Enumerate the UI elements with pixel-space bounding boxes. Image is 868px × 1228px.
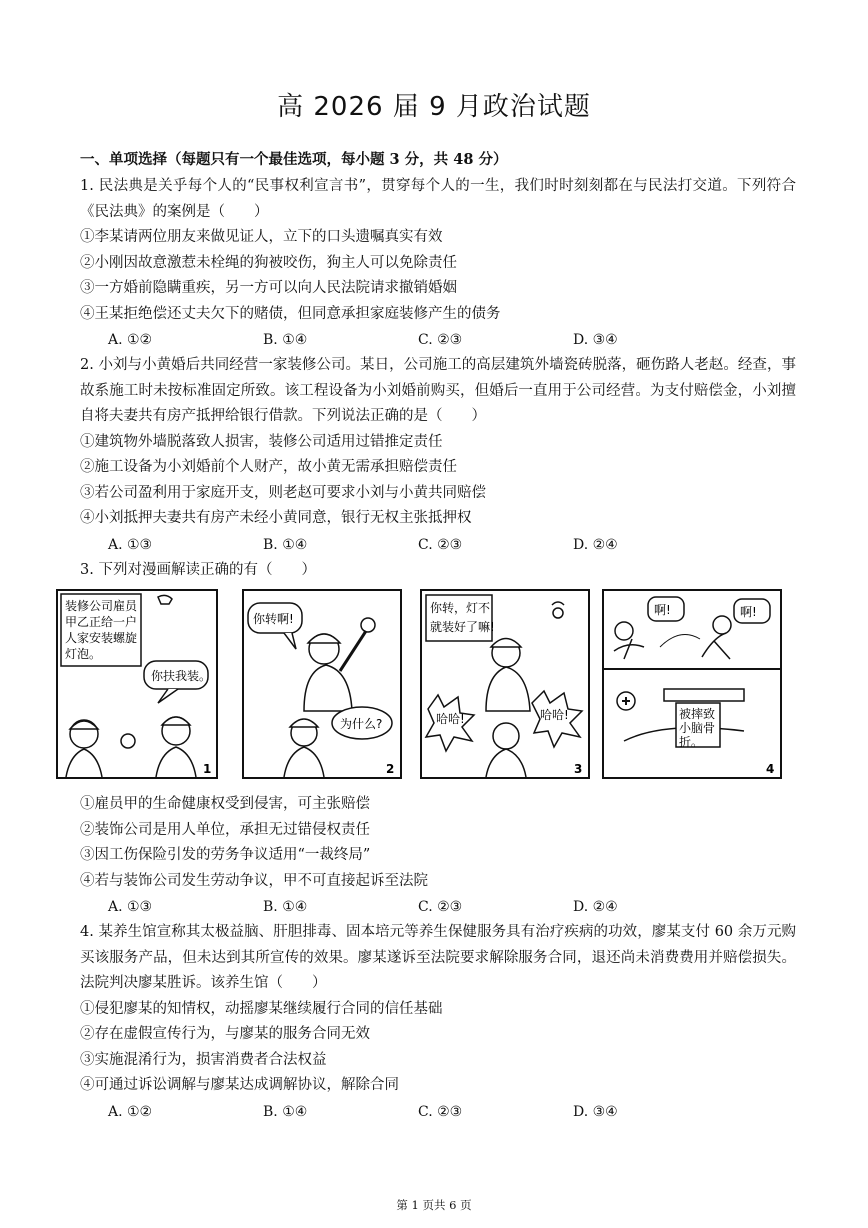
- p3-bubble1-line: 就装好了嘛!: [430, 620, 495, 634]
- hardhat-icon: [308, 634, 340, 643]
- statement-option: ③实施混淆行为，损害消费者合法权益: [80, 1051, 327, 1068]
- p3-ha1-text: 哈哈!: [436, 712, 465, 726]
- answer-choices: [80, 327, 796, 353]
- question-4: [80, 920, 796, 1125]
- choice-d: D. ③④: [573, 332, 618, 348]
- choice-a: A. ①③: [108, 536, 153, 553]
- comic-panel-1-art: [58, 591, 216, 777]
- choice-b: B. ①④: [263, 1103, 308, 1120]
- question-stem: 3. 下列对漫画解读正确的有（ ）: [80, 561, 316, 578]
- choice-c: C. ②③: [418, 899, 463, 915]
- section-heading: 一、单项选择（每题只有一个最佳选项，每小题 3 分，共 48 分）: [80, 151, 508, 168]
- worker-a-body: [304, 665, 352, 711]
- p4-caption-line: 小脑骨: [679, 721, 716, 735]
- question-1: [80, 174, 796, 353]
- panel-number: 3: [574, 762, 583, 776]
- comic-strip: [56, 589, 804, 784]
- p4-a1-text: 啊!: [654, 603, 671, 617]
- p4-a2-text: 啊!: [740, 605, 757, 619]
- statement-option: ③因工伤保险引发的劳务争议适用“一裁终局”: [80, 847, 371, 863]
- comic-panel-2-art: [244, 591, 400, 777]
- worker-b-head: [493, 723, 519, 749]
- statement-option: ④若与装饰公司发生劳动争议，甲不可直接起诉至法院: [80, 872, 428, 889]
- comic-panel-2: [242, 589, 402, 779]
- lamp-icon: [158, 595, 172, 604]
- answer-choices: [80, 1099, 796, 1125]
- question-stem: 1. 民法典是关乎每个人的“民事权利宣言书”，贯穿每个人的一生，我们时时刻刻都在与民法打交道。下列符合《民法典》的案例是（ ）: [80, 178, 796, 220]
- choice-a: A. ①③: [108, 899, 153, 915]
- statement-option: ③一方婚前隐瞒重疾，另一方可以向人民法院请求撤销婚姻: [80, 280, 457, 296]
- statement-option: ④小刘抵押夫妻共有房产未经小黄同意，银行无权主张抵押权: [80, 510, 472, 526]
- raised-arm: [340, 631, 366, 671]
- panel-number: 1: [203, 762, 212, 776]
- hardhat-icon: [290, 719, 318, 727]
- statement-option: ③若公司盈利用于家庭开支，则老赵可要求小刘与小黄共同赔偿: [80, 484, 486, 501]
- choice-d: D. ②④: [573, 899, 618, 915]
- motion-lines: [660, 635, 700, 648]
- bulb-icon: [121, 734, 135, 748]
- bubble-tail: [284, 633, 296, 649]
- choice-c: C. ②③: [418, 332, 463, 348]
- question-3: [65, 558, 796, 921]
- p1-bubble-text: 你扶我装。: [151, 669, 212, 683]
- hospital-bed-frame: [664, 689, 744, 701]
- worker-a-body: [66, 749, 102, 777]
- statement-option: ②装饰公司是用人单位，承担无过错侵权责任: [80, 821, 370, 838]
- statement-option: ①建筑物外墙脱落致人损害，装修公司适用过错推定责任: [80, 433, 443, 450]
- falling-worker-body: [702, 633, 730, 659]
- worker-b-body: [486, 749, 526, 777]
- statement-option: ①李某请两位朋友来做见证人，立下的口头遗嘱真实有效: [80, 229, 443, 245]
- exam-content: [65, 148, 796, 1125]
- hardhat-icon: [70, 721, 98, 729]
- panel-number: 2: [386, 762, 395, 776]
- choice-a: A. ①②: [108, 332, 153, 348]
- statement-option: ②存在虚假宣传行为，与廖某的服务合同无效: [80, 1026, 370, 1042]
- question-stem: 4. 某养生馆宣称其太极益脑、肝胆排毒、固本培元等养生保健服务具有治疗疾病的功效，廖某支付 60 余万元购买该服务产品，但未达到其所宣传的效果。廖某遂诉至法院要求解除服务合同，退还尚未消费费用并赔偿损失。法院判决廖某胜诉。该养生馆（ ）: [80, 924, 796, 991]
- comic-panel-4-art: [604, 591, 780, 777]
- p1-caption-line: 装修公司雇员: [65, 599, 138, 613]
- statement-option: ②施工设备为小刘婚前个人财产，故小黄无需承担赔偿责任: [80, 459, 457, 475]
- bulb-icon: [361, 618, 375, 632]
- hardhat-icon: [491, 639, 521, 648]
- falling-worker-head: [615, 622, 633, 640]
- comic-panel-1: [56, 589, 218, 779]
- comic-panel-3-art: [422, 591, 588, 777]
- comic-panel-3: [420, 589, 590, 779]
- answer-choices: [80, 894, 796, 920]
- question-2: [80, 353, 796, 558]
- p3-ha2-text: 哈哈!: [540, 708, 569, 722]
- panel-number: 4: [766, 762, 775, 776]
- hardhat-icon: [162, 717, 190, 725]
- worker-b-body: [156, 747, 196, 777]
- page-title: 高 2026 届 9 月政治试题: [277, 92, 591, 122]
- choice-c: C. ②③: [418, 536, 463, 553]
- choice-d: D. ③④: [573, 1103, 618, 1120]
- page-footer: 第 1 页共 6 页: [396, 1198, 472, 1212]
- statement-option: ④可通过诉讼调解与廖某达成调解协议，解除合同: [80, 1077, 399, 1093]
- p4-caption-line: 被摔致: [679, 707, 716, 721]
- bubble-tail: [158, 689, 178, 703]
- p2-bubble1-text: 你转啊!: [253, 612, 294, 626]
- falling-worker-body: [614, 639, 644, 659]
- p1-caption-line: 灯泡。: [65, 647, 102, 661]
- p2-bubble2-text: 为什么?: [340, 717, 383, 731]
- p1-caption-line: 甲乙正给一户: [65, 615, 138, 629]
- falling-worker-head: [713, 616, 731, 634]
- question-stem: 2. 小刘与小黄婚后共同经营一家装修公司。某日，公司施工的高层建筑外墙瓷砖脱落，砸伤路人老赵。经查，事故系施工时未按标准固定所致。该工程设备为小刘婚前购买，但婚后一直用于公司经营。为支付赔偿金，小刘擅自将夫妻共有房产抵押给银行借款。下列说法正确的是（ ）: [80, 357, 796, 424]
- choice-a: A. ①②: [108, 1103, 153, 1120]
- lamp-icon: [552, 602, 564, 605]
- worker-a-body: [486, 667, 530, 711]
- p1-caption-line: 人家安装螺旋: [65, 631, 138, 645]
- choice-c: C. ②③: [418, 1103, 463, 1120]
- statement-option: ④王某拒绝偿还丈夫欠下的赌债，但同意承担家庭装修产生的债务: [80, 305, 501, 322]
- statement-option: ①雇员甲的生命健康权受到侵害，可主张赔偿: [80, 796, 370, 812]
- choice-d: D. ②④: [573, 536, 618, 553]
- choice-b: B. ①④: [263, 536, 308, 553]
- statement-option: ②小刚因故意激惹未栓绳的狗被咬伤，狗主人可以免除责任: [80, 254, 457, 271]
- statement-option: ①侵犯廖某的知情权，动摇廖某继续履行合同的信任基础: [80, 1000, 443, 1017]
- p3-bubble1-line: 你转，灯不: [430, 601, 491, 615]
- choice-b: B. ①④: [263, 332, 308, 348]
- answer-choices: [80, 532, 796, 558]
- choice-b: B. ①④: [263, 899, 308, 915]
- p4-caption-line: 折。: [679, 735, 704, 749]
- comic-panel-4: [602, 589, 782, 779]
- bulb-icon: [553, 608, 563, 618]
- worker-b-body: [284, 747, 324, 777]
